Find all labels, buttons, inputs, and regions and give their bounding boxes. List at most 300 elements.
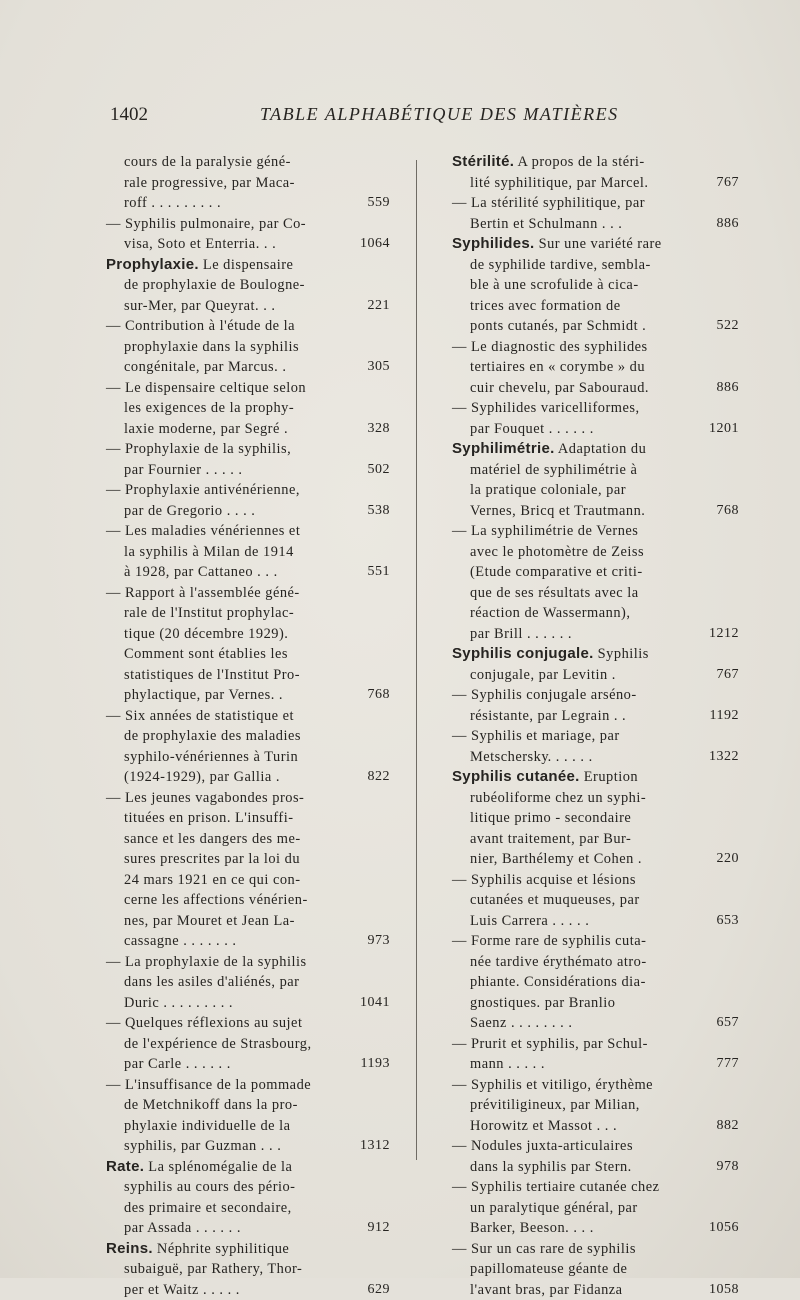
entry-line: [106, 829, 390, 850]
page-reference: 1192: [710, 706, 739, 727]
entry-line: [106, 1280, 390, 1300]
entry-line: [452, 1136, 739, 1157]
index-entry: [452, 1177, 739, 1239]
left-column: [106, 152, 390, 1300]
entry-text: — Syphilis acquise et lésions: [452, 872, 636, 888]
page-reference: 1041: [360, 993, 390, 1014]
entry-text: — Forme rare de syphilis cuta-: [452, 933, 646, 949]
entry-text: — Syphilis conjugale arséno-: [452, 687, 637, 703]
index-entry: [106, 214, 390, 255]
entry-line: [452, 849, 739, 870]
entry-text: dans les asiles d'aliénés, par: [124, 974, 299, 990]
entry-text: Duric . . . . . . . . .: [124, 995, 233, 1011]
entry-text: conjugale, par Levitin .: [470, 667, 616, 683]
entry-text: Saenz . . . . . . . .: [470, 1015, 572, 1031]
entry-line: [106, 1157, 390, 1178]
entry-text: par Assada . . . . . .: [124, 1220, 241, 1236]
entry-text: par Fournier . . . . .: [124, 462, 243, 478]
entry-text: — La syphilimétrie de Vernes: [452, 523, 638, 539]
entry-line: [452, 1116, 739, 1137]
entry-line: [106, 624, 390, 645]
page-reference: 1056: [709, 1218, 739, 1239]
entry-line: [106, 1095, 390, 1116]
entry-text: — Rapport à l'assemblée géné-: [106, 585, 300, 601]
entry-line: [106, 808, 390, 829]
entry-text: par de Gregorio . . . .: [124, 503, 255, 519]
entry-text: papillomateuse géante de: [470, 1261, 627, 1277]
entry-text: phylactique, par Vernes. .: [124, 687, 283, 703]
entry-text: — Les maladies vénériennes et: [106, 523, 300, 539]
entry-line: [452, 296, 739, 317]
entry-line: [106, 193, 390, 214]
entry-text: avec le photomètre de Zeiss: [470, 544, 644, 560]
entry-line: [106, 788, 390, 809]
index-entry: [452, 726, 739, 767]
index-entry: [106, 1157, 390, 1239]
entry-heading: Syphilis conjugale.: [452, 645, 594, 662]
page-reference: 629: [368, 1280, 391, 1300]
entry-line: [452, 726, 739, 747]
entry-line: [106, 870, 390, 891]
entry-text: congénitale, par Marcus. .: [124, 359, 286, 375]
entry-line: [106, 706, 390, 727]
right-column: [452, 152, 739, 1300]
entry-text: sur-Mer, par Queyrat. . .: [124, 298, 276, 314]
entry-text: par Carle . . . . . .: [124, 1056, 231, 1072]
index-entry: [106, 439, 390, 480]
entry-line: [452, 952, 739, 973]
entry-line: [452, 603, 739, 624]
entry-text: Bertin et Schulmann . . .: [470, 216, 622, 232]
entry-text: prophylaxie dans la syphilis: [124, 339, 299, 355]
entry-line: [106, 255, 390, 276]
entry-text: l'avant bras, par Fidanza: [470, 1282, 623, 1298]
entry-text: un paralytique général, par: [470, 1200, 638, 1216]
entry-heading: Prophylaxie.: [106, 256, 199, 273]
page-header: [110, 104, 710, 134]
entry-text: née tardive érythémato atro-: [470, 954, 647, 970]
entry-text: — Les jeunes vagabondes pros-: [106, 790, 304, 806]
index-entry: [452, 337, 739, 399]
page-reference: 768: [717, 501, 740, 522]
entry-line: [106, 747, 390, 768]
index-entry: [452, 1075, 739, 1137]
entry-line: [106, 993, 390, 1014]
index-entry: [106, 378, 390, 440]
entry-line: [452, 1157, 739, 1178]
entry-line: [452, 972, 739, 993]
entry-line: [106, 439, 390, 460]
entry-line: [106, 1239, 390, 1260]
page-reference: 653: [717, 911, 740, 932]
entry-text: de Metchnikoff dans la pro-: [124, 1097, 298, 1113]
entry-line: [106, 562, 390, 583]
entry-text: Vernes, Bricq et Trautmann.: [470, 503, 645, 519]
running-title: TABLE ALPHABÉTIQUE DES MATIÈRES: [260, 104, 619, 125]
page-reference: 502: [368, 460, 391, 481]
entry-line: [452, 1239, 739, 1260]
page-reference: 305: [368, 357, 391, 378]
page-reference: 1064: [360, 234, 390, 255]
entry-line: [452, 316, 739, 337]
entry-heading: Syphilimétrie.: [452, 440, 555, 457]
entry-text: — Syphilides varicelliformes,: [452, 400, 640, 416]
entry-text: ponts cutanés, par Schmidt .: [470, 318, 646, 334]
entry-text: cassagne . . . . . . .: [124, 933, 237, 949]
index-entry: [452, 767, 739, 870]
index-entry: [452, 439, 739, 521]
entry-line: [106, 1198, 390, 1219]
entry-line: [452, 1054, 739, 1075]
entry-line: [452, 357, 739, 378]
page-reference: 220: [717, 849, 740, 870]
entry-line: [452, 829, 739, 850]
page-reference: 1322: [709, 747, 739, 768]
entry-line: [106, 234, 390, 255]
page-reference: 1212: [709, 624, 739, 645]
entry-text: roff . . . . . . . . .: [124, 195, 221, 211]
index-entry: [106, 1075, 390, 1157]
entry-text: résistante, par Legrain . .: [470, 708, 626, 724]
page-reference: 767: [717, 665, 740, 686]
page-reference: 886: [717, 378, 740, 399]
entry-line: [106, 1013, 390, 1034]
entry-line: [452, 193, 739, 214]
entry-text: Barker, Beeson. . . .: [470, 1220, 594, 1236]
entry-text: de prophylaxie des maladies: [124, 728, 301, 744]
entry-text: — Prophylaxie antivénérienne,: [106, 482, 300, 498]
entry-text: — Syphilis et mariage, par: [452, 728, 620, 744]
entry-text: — Prurit et syphilis, par Schul-: [452, 1036, 648, 1052]
entry-line: [106, 1177, 390, 1198]
index-entry: [452, 234, 739, 337]
entry-text: Adaptation du: [555, 441, 647, 457]
entry-line: [106, 542, 390, 563]
entry-line: [106, 419, 390, 440]
entry-line: [452, 911, 739, 932]
entry-text: — Le dispensaire celtique selon: [106, 380, 306, 396]
entry-line: [452, 337, 739, 358]
entry-line: [452, 993, 739, 1014]
entry-text: — Sur un cas rare de syphilis: [452, 1241, 636, 1257]
entry-line: [106, 214, 390, 235]
entry-line: [106, 296, 390, 317]
entry-text: dans la syphilis par Stern.: [470, 1159, 632, 1175]
entry-text: rubéoliforme chez un syphi-: [470, 790, 646, 806]
index-entry: [106, 255, 390, 317]
entry-line: [452, 234, 739, 255]
entry-text: phylaxie individuelle de la: [124, 1118, 291, 1134]
entry-text: sance et les dangers des me-: [124, 831, 301, 847]
entry-text: — Syphilis et vitiligo, érythème: [452, 1077, 653, 1093]
entry-text: gnostiques. par Branlio: [470, 995, 615, 1011]
index-entry: [452, 931, 739, 1034]
entry-line: [106, 173, 390, 194]
index-entry: [106, 316, 390, 378]
entry-text: sures prescrites par la loi du: [124, 851, 300, 867]
entry-text: par Fouquet . . . . . .: [470, 421, 594, 437]
entry-text: tertiaires en « corymbe » du: [470, 359, 645, 375]
page-reference: 767: [717, 173, 740, 194]
page-number: 1402: [110, 104, 148, 126]
entry-text: syphilo-vénériennes à Turin: [124, 749, 298, 765]
entry-text: rale progressive, par Maca-: [124, 175, 295, 191]
page-reference: 1058: [709, 1280, 739, 1300]
index-entry: [106, 788, 390, 952]
entry-text: per et Waitz . . . . .: [124, 1282, 240, 1298]
index-entry: [106, 1013, 390, 1075]
entry-text: réaction de Wassermann),: [470, 605, 630, 621]
entry-text: que de ses résultats avec la: [470, 585, 639, 601]
entry-line: [452, 890, 739, 911]
entry-text: par Brill . . . . . .: [470, 626, 572, 642]
entry-line: [452, 583, 739, 604]
entry-text: — Syphilis pulmonaire, par Co-: [106, 216, 306, 232]
entry-text: Horowitz et Massot . . .: [470, 1118, 617, 1134]
entry-text: cutanées et muqueuses, par: [470, 892, 640, 908]
entry-text: Le dispensaire: [199, 257, 294, 273]
entry-line: [106, 685, 390, 706]
entry-line: [452, 870, 739, 891]
page-reference: 538: [368, 501, 391, 522]
entry-line: [106, 1136, 390, 1157]
entry-text: subaiguë, par Rathery, Thor-: [124, 1261, 302, 1277]
entry-line: [106, 378, 390, 399]
entry-line: [452, 1177, 739, 1198]
entry-text: La splénomégalie de la: [144, 1159, 292, 1175]
entry-line: [106, 767, 390, 788]
page-reference: 973: [368, 931, 391, 952]
entry-line: [106, 726, 390, 747]
entry-line: [452, 214, 739, 235]
entry-text: Eruption: [580, 769, 638, 785]
entry-line: [106, 583, 390, 604]
entry-line: [106, 1116, 390, 1137]
page-reference: 221: [368, 296, 391, 317]
entry-text: trices avec formation de: [470, 298, 621, 314]
page-reference: 559: [368, 193, 391, 214]
entry-line: [106, 357, 390, 378]
page-reference: 328: [368, 419, 391, 440]
index-entry: [452, 398, 739, 439]
page-reference: 768: [368, 685, 391, 706]
entry-line: [106, 337, 390, 358]
entry-text: — L'insuffisance de la pommade: [106, 1077, 311, 1093]
index-entry: [106, 521, 390, 583]
entry-line: [452, 808, 739, 829]
entry-heading: Reins.: [106, 1240, 153, 1257]
entry-line: [452, 275, 739, 296]
page-reference: 1193: [361, 1054, 390, 1075]
index-entry: [452, 521, 739, 644]
entry-text: mann . . . . .: [470, 1056, 545, 1072]
entry-line: [452, 542, 739, 563]
index-entry: [452, 1034, 739, 1075]
entry-line: [106, 665, 390, 686]
entry-text: Metscherskу. . . . . .: [470, 749, 593, 765]
entry-line: [452, 480, 739, 501]
entry-text: matériel de syphilimétrie à: [470, 462, 637, 478]
entry-line: [452, 1218, 739, 1239]
entry-text: — Syphilis tertiaire cutanée chez: [452, 1179, 660, 1195]
entry-text: de l'expérience de Strasbourg,: [124, 1036, 312, 1052]
entry-heading: Syphilides.: [452, 235, 535, 252]
entry-text: litique primo - secondaire: [470, 810, 631, 826]
entry-line: [452, 1013, 739, 1034]
entry-line: [452, 665, 739, 686]
entry-line: [452, 788, 739, 809]
entry-text: (1924-1929), par Gallia .: [124, 769, 280, 785]
index-entry: [106, 583, 390, 706]
entry-text: prévitiligineux, par Milian,: [470, 1097, 640, 1113]
page-reference: 882: [717, 1116, 740, 1137]
entry-line: [452, 931, 739, 952]
entry-line: [452, 173, 739, 194]
index-entry: [106, 480, 390, 521]
entry-text: — Contribution à l'étude de la: [106, 318, 295, 334]
page-reference: 978: [717, 1157, 740, 1178]
entry-text: phiante. Considérations dia-: [470, 974, 646, 990]
entry-text: cours de la paralysie géné-: [124, 154, 291, 170]
entry-text: — La prophylaxie de la syphilis: [106, 954, 307, 970]
entry-line: [106, 501, 390, 522]
page-reference: 657: [717, 1013, 740, 1034]
entry-line: [452, 521, 739, 542]
index-entry: [106, 152, 390, 214]
entry-text: — Nodules juxta-articulaires: [452, 1138, 633, 1154]
entry-text: de prophylaxie de Boulogne-: [124, 277, 305, 293]
entry-line: [452, 378, 739, 399]
entry-line: [452, 419, 739, 440]
entry-text: nier, Barthélemy et Cohen .: [470, 851, 642, 867]
entry-text: cerne les affections vénérien-: [124, 892, 308, 908]
entry-line: [106, 1075, 390, 1096]
entry-text: des primaire et secondaire,: [124, 1200, 292, 1216]
entry-line: [452, 255, 739, 276]
index-entry: [106, 706, 390, 788]
entry-heading: Syphilis cutanée.: [452, 768, 580, 785]
page-reference: 822: [368, 767, 391, 788]
page-reference: 1312: [360, 1136, 390, 1157]
entry-text: — La stérilité syphilitique, par: [452, 195, 645, 211]
entry-text: lité syphilitique, par Marcel.: [470, 175, 648, 191]
entry-line: [106, 316, 390, 337]
entry-line: [106, 603, 390, 624]
entry-text: syphilis, par Guzman . . .: [124, 1138, 281, 1154]
entry-text: Syphilis: [594, 646, 649, 662]
entry-line: [106, 460, 390, 481]
index-entry: [452, 870, 739, 932]
entry-text: ble à une scrofulide à cica-: [470, 277, 639, 293]
entry-line: [452, 460, 739, 481]
entry-text: 24 mars 1921 en ce qui con-: [124, 872, 301, 888]
entry-text: syphilis au cours des pério-: [124, 1179, 295, 1195]
entry-text: rale de l'Institut prophylac-: [124, 605, 294, 621]
index-entry: [452, 685, 739, 726]
entry-line: [106, 952, 390, 973]
entry-line: [452, 1280, 739, 1300]
entry-line: [452, 1095, 739, 1116]
entry-line: [106, 1218, 390, 1239]
entry-line: [452, 439, 739, 460]
entry-text: tique (20 décembre 1929).: [124, 626, 288, 642]
entry-line: [452, 1034, 739, 1055]
entry-line: [452, 685, 739, 706]
entry-heading: Stérilité.: [452, 153, 514, 170]
entry-line: [106, 275, 390, 296]
entry-text: les exigences de la prophy-: [124, 400, 294, 416]
entry-text: la syphilis à Milan de 1914: [124, 544, 294, 560]
entry-line: [106, 644, 390, 665]
page-reference: 886: [717, 214, 740, 235]
column-divider: [416, 160, 417, 1160]
entry-line: [452, 747, 739, 768]
entry-text: avant traitement, par Bur-: [470, 831, 631, 847]
entry-text: visa, Soto et Enterria. . .: [124, 236, 276, 252]
page-reference: 777: [717, 1054, 740, 1075]
entry-text: — Le diagnostic des syphilides: [452, 339, 648, 355]
entry-text: Sur une variété rare: [535, 236, 662, 252]
entry-text: (Etude comparative et criti-: [470, 564, 643, 580]
entry-line: [452, 562, 739, 583]
entry-line: [452, 1198, 739, 1219]
entry-line: [452, 1075, 739, 1096]
entry-line: [452, 501, 739, 522]
entry-text: tituées en prison. L'insuffi-: [124, 810, 294, 826]
page-reference: 912: [368, 1218, 391, 1239]
entry-text: A propos de la stéri-: [514, 154, 645, 170]
index-entry: [106, 1239, 390, 1300]
entry-line: [106, 1034, 390, 1055]
index-entry: [452, 1239, 739, 1300]
entry-line: [106, 972, 390, 993]
page-reference: 1201: [709, 419, 739, 440]
entry-text: Comment sont établies les: [124, 646, 288, 662]
entry-line: [106, 521, 390, 542]
entry-heading: Rate.: [106, 1158, 144, 1175]
entry-text: cuir chevelu, par Sabouraud.: [470, 380, 649, 396]
entry-text: à 1928, par Cattaneo . . .: [124, 564, 278, 580]
entry-text: nes, par Mouret et Jean La-: [124, 913, 295, 929]
entry-line: [106, 398, 390, 419]
entry-line: [452, 624, 739, 645]
page-reference: 522: [717, 316, 740, 337]
entry-text: Néphrite syphilitique: [153, 1241, 290, 1257]
entry-text: — Prophylaxie de la syphilis,: [106, 441, 291, 457]
entry-text: la pratique coloniale, par: [470, 482, 626, 498]
entry-line: [452, 1259, 739, 1280]
index-entry: [452, 193, 739, 234]
page-reference: 551: [368, 562, 391, 583]
entry-line: [106, 480, 390, 501]
entry-text: statistiques de l'Institut Pro-: [124, 667, 300, 683]
entry-line: [452, 767, 739, 788]
index-entry: [452, 152, 739, 193]
entry-line: [106, 1259, 390, 1280]
entry-line: [452, 706, 739, 727]
entry-line: [452, 644, 739, 665]
entry-line: [452, 152, 739, 173]
entry-line: [452, 398, 739, 419]
entry-line: [106, 849, 390, 870]
entry-text: laxie moderne, par Segré .: [124, 421, 288, 437]
entry-text: — Quelques réflexions au sujet: [106, 1015, 302, 1031]
index-entry: [452, 644, 739, 685]
entry-line: [106, 152, 390, 173]
entry-line: [106, 890, 390, 911]
index-entry: [452, 1136, 739, 1177]
index-entry: [106, 952, 390, 1014]
